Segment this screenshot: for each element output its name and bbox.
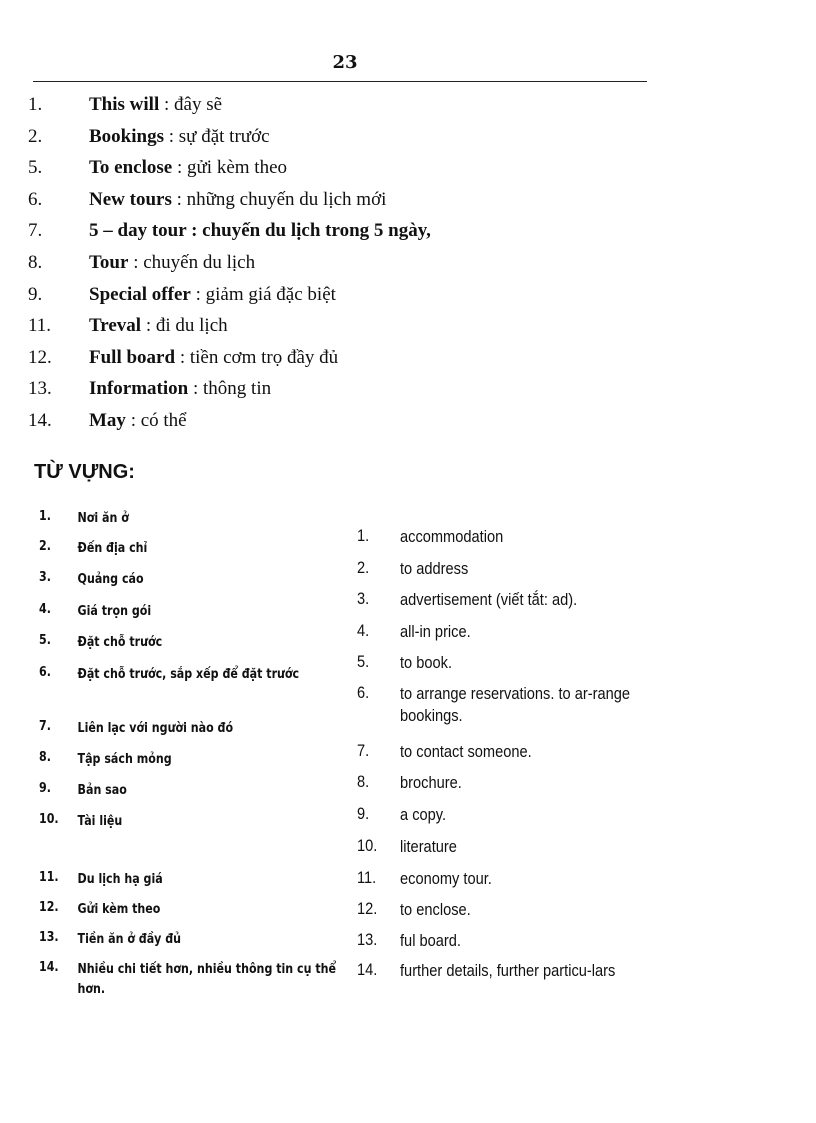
glossary-number: 13.: [28, 378, 52, 400]
glossary-number: 14.: [28, 409, 52, 431]
vocab-number: 3.: [357, 589, 370, 608]
glossary-term: Treval: [89, 315, 142, 337]
vocab-number: 4.: [357, 621, 370, 640]
glossary-definition: : có thể: [125, 409, 187, 431]
vocab-text: to enclose.: [400, 900, 471, 919]
vocab-text: all-in price.: [400, 622, 471, 641]
vocab-text: brochure.: [400, 773, 462, 792]
glossary-number: 8.: [28, 251, 43, 273]
vocab-number: 8.: [39, 749, 51, 765]
vocab-number: 6.: [39, 664, 51, 680]
vocab-number: 4.: [39, 601, 51, 617]
glossary-definition: : tiền cơm trọ đầy đủ: [175, 346, 339, 368]
glossary-number: 2.: [28, 125, 43, 147]
glossary-definition: : giảm giá đặc biệt: [190, 283, 336, 305]
vocab-title: TỪ VỰNG:: [34, 461, 135, 483]
glossary-number: 11.: [28, 315, 52, 337]
glossary-term: 5 – day tour: [89, 220, 187, 242]
header-rule: [33, 81, 647, 82]
vocab-number: 9.: [39, 780, 51, 796]
vocab-number: 5.: [357, 652, 370, 671]
vocab-text: Nhiều chi tiết hơn, nhiều thông tin cụ thể hơn.: [77, 961, 337, 997]
vocab-text: to address: [400, 559, 469, 578]
vocab-number: 13.: [357, 930, 378, 949]
glossary-list: [28, 91, 668, 439]
vocab-number: 2.: [39, 538, 51, 554]
glossary-definition: : chuyến du lịch trong 5 ngày,: [186, 220, 431, 242]
vocab-text: Gửi kèm theo: [77, 901, 161, 917]
glossary-term: Special offer: [89, 283, 191, 305]
vocab-text: economy tour.: [400, 869, 492, 888]
vocab-text: ful board.: [400, 931, 461, 950]
glossary-number: 5.: [28, 157, 43, 179]
glossary-definition: : những chuyến du lịch mới: [171, 188, 387, 210]
vocab-number: 14.: [357, 960, 378, 979]
vocab-number: 6.: [357, 683, 370, 702]
glossary-term: May: [89, 409, 126, 431]
glossary-number: 1.: [28, 94, 43, 115]
vocab-text: Nơi ăn ở: [77, 510, 129, 526]
vocab-number: 11.: [39, 869, 59, 885]
vocab-text: to arrange reservations. to ar-range bookings.: [400, 684, 630, 725]
vocab-text: to book.: [400, 653, 453, 672]
glossary-definition: : sự đặt trước: [163, 125, 270, 147]
glossary-number: 9.: [28, 283, 43, 305]
vocab-number: 7.: [357, 741, 370, 760]
vocab-text: Tập sách mỏng: [77, 751, 172, 767]
vocab-number: 7.: [39, 718, 51, 734]
vocab-text: to contact someone.: [400, 742, 532, 761]
vocab-text: Quảng cáo: [77, 571, 144, 587]
vocab-text: Đến địa chỉ: [77, 540, 148, 556]
glossary-definition: : đây sẽ: [159, 94, 223, 115]
vocab-number: 12.: [39, 899, 59, 915]
vocab-text: Bản sao: [77, 782, 127, 798]
vocab-number: 3.: [39, 569, 51, 585]
glossary-term: Bookings: [89, 125, 164, 147]
glossary-item: [28, 281, 668, 313]
vocab-number: 10.: [357, 836, 378, 855]
vocab-number: 9.: [357, 804, 370, 823]
glossary-item: [28, 123, 668, 155]
vocab-number: 1.: [39, 508, 51, 524]
glossary-term: Full board: [89, 346, 176, 368]
glossary-definition: : thông tin: [188, 378, 272, 400]
glossary-term: New tours: [89, 188, 172, 210]
glossary-item: [28, 344, 668, 376]
glossary-number: 12.: [28, 346, 52, 368]
vocab-text: accommodation: [400, 527, 504, 546]
glossary-item: [28, 407, 668, 439]
vocab-number: 13.: [39, 929, 59, 945]
vocab-text: Đặt chỗ trước: [77, 634, 163, 650]
glossary-item: [28, 186, 668, 218]
glossary-item: [28, 249, 668, 281]
vocab-text: advertisement (viết tắt: ad).: [400, 590, 578, 609]
vocab-number: 1.: [357, 526, 370, 545]
glossary-item: [28, 154, 668, 186]
glossary-item: [28, 91, 668, 123]
glossary-definition: : gửi kèm theo: [172, 157, 287, 179]
vocab-number: 5.: [39, 632, 51, 648]
glossary-item: [28, 312, 668, 344]
vocab-number: 14.: [39, 959, 59, 975]
vocab-number: 11.: [357, 868, 377, 887]
glossary-number: 6.: [28, 188, 43, 210]
vocab-number: 10.: [39, 811, 59, 827]
vocab-text: Tài liệu: [77, 813, 123, 829]
vocab-text: Du lịch hạ giá: [77, 871, 163, 887]
glossary-definition: : đi du lịch: [141, 315, 228, 337]
vocab-number: 12.: [357, 899, 378, 918]
glossary-term: This will: [89, 94, 160, 115]
vocab-text: Đặt chỗ trước, sắp xếp để đặt trước: [77, 666, 300, 682]
glossary-item: [28, 375, 668, 407]
vocab-text: a copy.: [400, 805, 447, 824]
page-number: 23: [332, 52, 358, 73]
vocab-text: further details, further particu-lars: [400, 961, 616, 980]
vocab-text: Tiền ăn ở đầy đủ: [77, 931, 182, 947]
vocab-text: literature: [400, 837, 457, 856]
vocab-number: 8.: [357, 772, 370, 791]
glossary-term: Tour: [89, 251, 129, 273]
glossary-term: Information: [89, 378, 189, 400]
glossary-definition: : chuyến du lịch: [128, 251, 256, 273]
glossary-term: To enclose: [89, 157, 173, 179]
glossary-item: [28, 217, 668, 249]
glossary-number: 7.: [28, 220, 43, 242]
vocab-text: Giá trọn gói: [77, 603, 152, 619]
vocab-text: Liên lạc với người nào đó: [77, 720, 234, 736]
vocab-number: 2.: [357, 558, 370, 577]
